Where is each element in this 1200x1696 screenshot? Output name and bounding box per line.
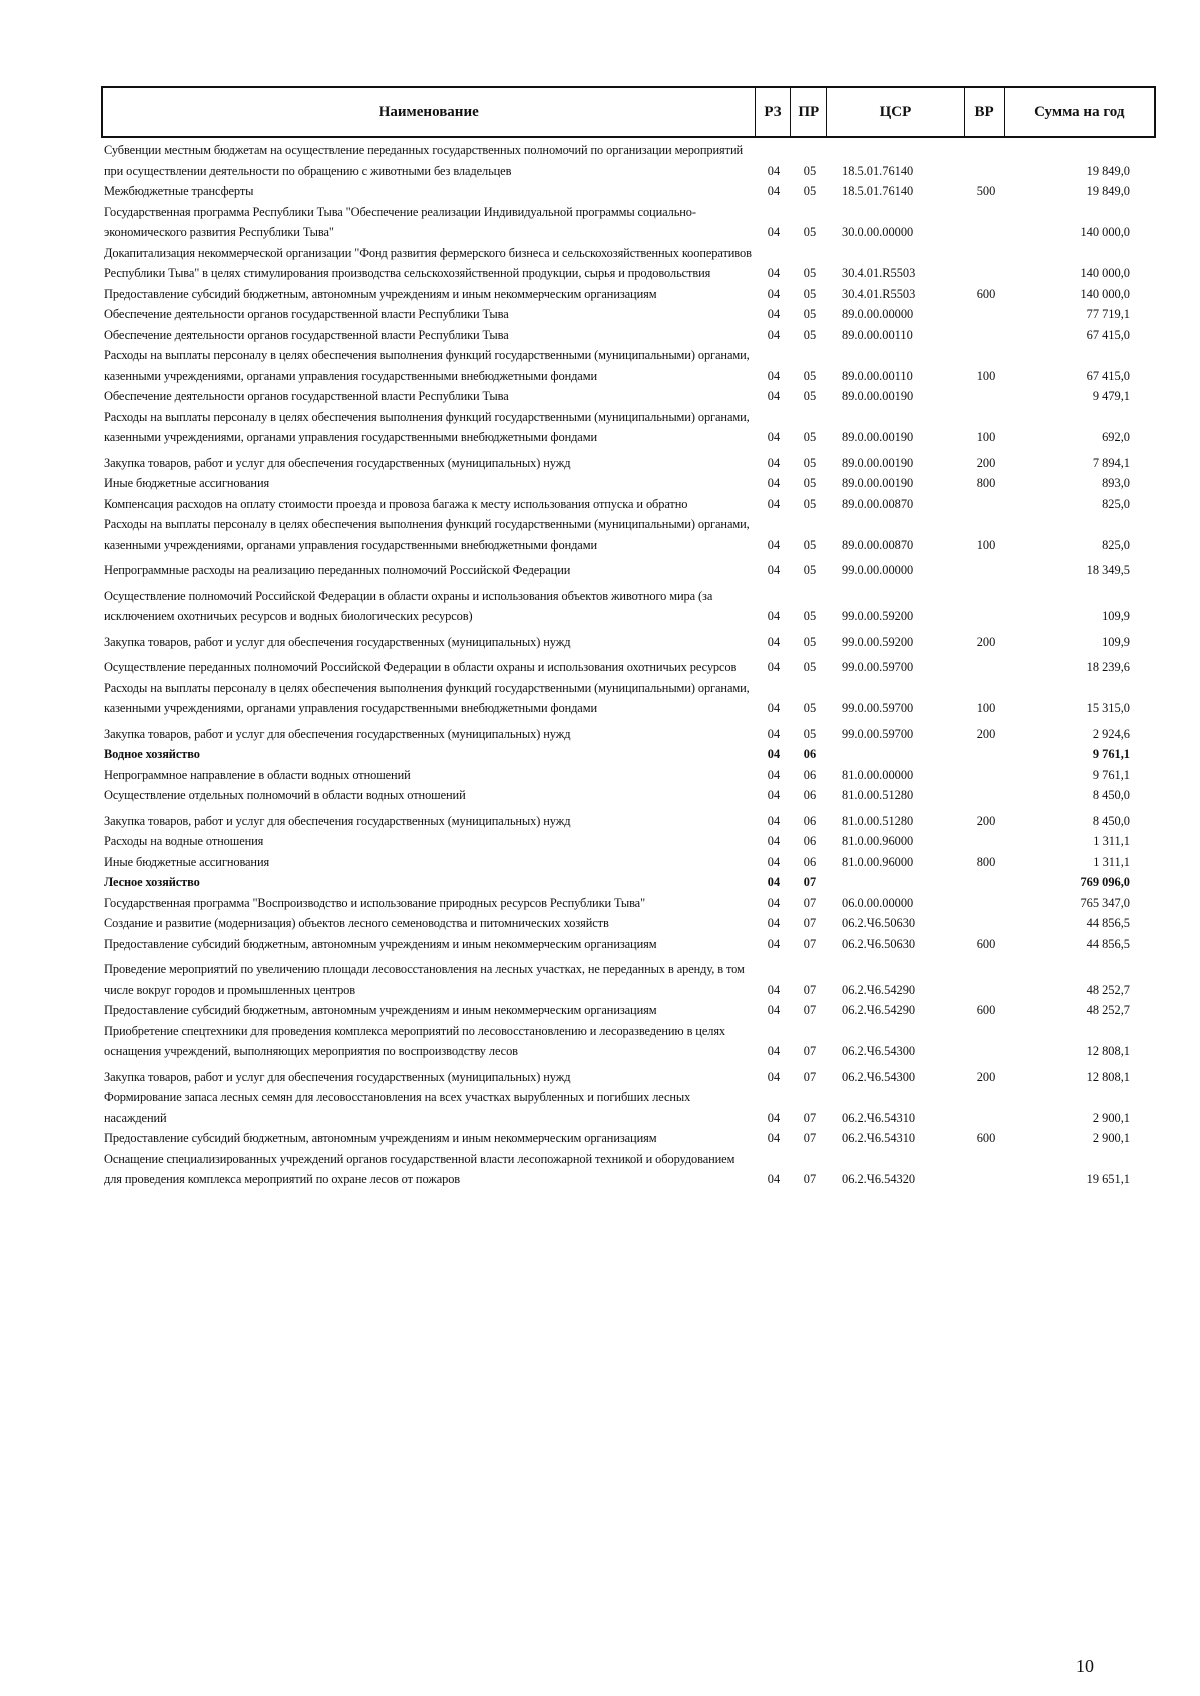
table-body xyxy=(101,140,1156,1190)
cell-pr: 05 xyxy=(803,660,817,674)
cell-rz: 04 xyxy=(767,1131,781,1145)
cell-pr: 06 xyxy=(803,767,817,782)
cell-sum: 2 924,6 xyxy=(1092,726,1130,741)
cell-pr: 07 xyxy=(803,916,817,930)
cell-name: Предоставление субсидий бюджетным, автономным учреждениям и иным некоммерческим организациям xyxy=(104,936,657,951)
cell-csr: 06.2.Ч6.54310 xyxy=(842,1110,916,1125)
cell-pr: 05 xyxy=(803,537,817,552)
table-row xyxy=(101,872,1156,893)
cell-pr: 05 xyxy=(803,701,817,715)
cell-rz: 04 xyxy=(767,184,781,198)
cell-name: Закупка товаров, работ и услуг для обеспечения государственных (муниципальных) нужд xyxy=(104,1069,571,1084)
cell-pr: 05 xyxy=(803,496,817,511)
table-row xyxy=(101,514,1156,555)
cell-rz: 04 xyxy=(767,225,781,239)
cell-csr: 81.0.00.00000 xyxy=(842,767,914,782)
table-row xyxy=(101,632,1156,653)
table-row xyxy=(101,724,1156,745)
cell-name: Докапитализация некоммерческой организации "Фонд развития фермерского бизнеса и сельскохозяйственных кооперативов Республики Тыва" в целях стимулирования производства сельскохозяйственной продукции, сырья и продовольствия xyxy=(104,245,752,280)
cell-vr: 100 xyxy=(976,701,996,715)
cell-csr: 99.0.00.59200 xyxy=(842,634,914,649)
cell-name: Осуществление полномочий Российской Федерации в области охраны и использования объектов животного мира (за исключением охотничьих ресурсов и водных биологических ресурсов) xyxy=(104,588,713,623)
table-row xyxy=(101,1087,1156,1128)
cell-name: Формирование запаса лесных семян для лесовосстановления на всех участках вырубленных и погибших лесных насаждений xyxy=(104,1090,691,1125)
cell-csr: 89.0.00.00190 xyxy=(842,476,914,490)
cell-sum: 769 096,0 xyxy=(1080,875,1130,889)
cell-rz: 04 xyxy=(767,1044,781,1058)
cell-csr: 99.0.00.59700 xyxy=(842,726,914,741)
cell-rz: 04 xyxy=(767,854,781,869)
cell-pr: 05 xyxy=(803,327,817,342)
cell-name: Обеспечение деятельности органов государственной власти Республики Тыва xyxy=(104,307,509,321)
cell-name: Непрограммные расходы на реализацию переданных полномочий Российской Федерации xyxy=(104,563,571,577)
cell-csr: 99.0.00.59700 xyxy=(842,660,914,674)
cell-rz: 04 xyxy=(767,327,781,342)
cell-vr: 200 xyxy=(976,726,996,741)
cell-name: Создание и развитие (модернизация) объектов лесного семеноводства и питомнических хозяйств xyxy=(104,916,609,930)
cell-name: Водное хозяйство xyxy=(104,747,200,761)
cell-vr: 100 xyxy=(976,430,996,444)
table-row xyxy=(101,1128,1156,1149)
table-row xyxy=(101,181,1156,202)
cell-pr: 05 xyxy=(803,307,817,321)
cell-name: Расходы на выплаты персоналу в целях обеспечения выполнения функций государственными (муниципальными) органами, казенными учреждениями, органами управления государственными внебюджетными фондами xyxy=(104,517,750,552)
cell-vr: 200 xyxy=(976,455,996,470)
cell-pr: 05 xyxy=(803,368,817,383)
cell-sum: 8 450,0 xyxy=(1092,788,1130,802)
cell-sum: 9 479,1 xyxy=(1092,389,1130,403)
cell-rz: 04 xyxy=(767,1069,781,1084)
table-row xyxy=(101,765,1156,786)
cell-name: Расходы на водные отношения xyxy=(104,834,264,848)
table-row xyxy=(101,934,1156,955)
cell-csr: 99.0.00.59200 xyxy=(842,609,914,623)
cell-pr: 07 xyxy=(803,1110,817,1125)
cell-sum: 7 894,1 xyxy=(1092,455,1130,470)
table-row xyxy=(101,325,1156,346)
header-vr: ВР xyxy=(965,88,1005,136)
cell-vr: 200 xyxy=(976,813,996,828)
cell-vr: 800 xyxy=(976,854,996,869)
cell-csr: 06.2.Ч6.54290 xyxy=(842,982,916,997)
cell-sum: 44 856,5 xyxy=(1086,916,1130,930)
cell-vr: 600 xyxy=(976,1131,996,1145)
table-row xyxy=(101,893,1156,914)
cell-sum: 765 347,0 xyxy=(1080,895,1130,910)
cell-rz: 04 xyxy=(767,982,781,997)
cell-sum: 18 239,6 xyxy=(1086,660,1130,674)
cell-sum: 1 311,1 xyxy=(1093,834,1130,848)
cell-pr: 06 xyxy=(803,747,817,761)
cell-csr: 89.0.00.00190 xyxy=(842,389,914,403)
cell-sum: 140 000,0 xyxy=(1080,266,1130,280)
cell-rz: 04 xyxy=(767,660,781,674)
page-number: 10 xyxy=(1076,1656,1094,1676)
cell-sum: 1 311,1 xyxy=(1093,854,1130,869)
cell-name: Расходы на выплаты персоналу в целях обеспечения выполнения функций государственными (муниципальными) органами, казенными учреждениями, органами управления государственными внебюджетными фондами xyxy=(104,409,750,444)
cell-pr: 05 xyxy=(803,609,817,623)
cell-name: Закупка товаров, работ и услуг для обеспечения государственных (муниципальных) нужд xyxy=(104,813,571,828)
cell-rz: 04 xyxy=(767,430,781,444)
cell-vr: 100 xyxy=(976,368,996,383)
cell-rz: 04 xyxy=(767,537,781,552)
table-row xyxy=(101,831,1156,852)
cell-rz: 04 xyxy=(767,1110,781,1125)
cell-rz: 04 xyxy=(767,1003,781,1017)
cell-csr: 06.2.Ч6.50630 xyxy=(842,916,916,930)
cell-pr: 05 xyxy=(803,634,817,649)
cell-name: Осуществление отдельных полномочий в области водных отношений xyxy=(104,788,466,802)
cell-sum: 825,0 xyxy=(1102,537,1130,552)
cell-sum: 109,9 xyxy=(1102,634,1130,649)
cell-csr: 89.0.00.00110 xyxy=(842,327,913,342)
cell-csr: 89.0.00.00870 xyxy=(842,496,914,511)
cell-csr: 81.0.00.96000 xyxy=(842,834,914,848)
cell-rz: 04 xyxy=(767,563,781,577)
table-row xyxy=(101,678,1156,719)
cell-name: Оснащение специализированных учреждений органов государственной власти лесопожарной техникой и оборудованием для проведения комплекса мероприятий по охране лесов от пожаров xyxy=(104,1151,735,1186)
cell-pr: 07 xyxy=(803,936,817,951)
cell-sum: 825,0 xyxy=(1102,496,1130,511)
cell-vr: 600 xyxy=(976,1003,996,1017)
table-row xyxy=(101,913,1156,934)
cell-rz: 04 xyxy=(767,496,781,511)
table-row xyxy=(101,140,1156,181)
cell-sum: 9 761,1 xyxy=(1092,747,1130,761)
cell-name: Иные бюджетные ассигнования xyxy=(104,476,270,490)
cell-sum: 15 315,0 xyxy=(1086,701,1130,715)
cell-csr: 89.0.00.00110 xyxy=(842,368,913,383)
cell-vr: 600 xyxy=(976,286,996,301)
cell-pr: 05 xyxy=(803,476,817,490)
cell-pr: 06 xyxy=(803,788,817,802)
cell-name: Закупка товаров, работ и услуг для обеспечения государственных (муниципальных) нужд xyxy=(104,726,571,741)
cell-sum: 140 000,0 xyxy=(1080,225,1130,239)
cell-rz: 04 xyxy=(767,266,781,280)
cell-name: Субвенции местным бюджетам на осуществление переданных государственных полномочий по организации мероприятий при осуществлении деятельности по обращению с животными без владельцев xyxy=(104,143,744,178)
cell-rz: 04 xyxy=(767,389,781,403)
cell-csr: 30.4.01.R5503 xyxy=(842,286,916,301)
cell-csr: 81.0.00.51280 xyxy=(842,788,914,802)
cell-sum: 48 252,7 xyxy=(1086,1003,1130,1017)
cell-rz: 04 xyxy=(767,476,781,490)
cell-pr: 05 xyxy=(803,163,817,178)
cell-rz: 04 xyxy=(767,726,781,741)
header-rz: РЗ xyxy=(756,88,792,136)
cell-rz: 04 xyxy=(767,1172,781,1186)
cell-rz: 04 xyxy=(767,834,781,848)
cell-pr: 07 xyxy=(803,875,817,889)
cell-pr: 07 xyxy=(803,982,817,997)
cell-csr: 89.0.00.00190 xyxy=(842,455,914,470)
cell-csr: 18.5.01.76140 xyxy=(842,163,914,178)
cell-vr: 500 xyxy=(976,184,996,198)
cell-pr: 05 xyxy=(803,225,817,239)
table-row xyxy=(101,1021,1156,1062)
cell-pr: 06 xyxy=(803,854,817,869)
cell-rz: 04 xyxy=(767,767,781,782)
cell-csr: 06.0.00.00000 xyxy=(842,895,914,910)
cell-sum: 44 856,5 xyxy=(1086,936,1130,951)
cell-rz: 04 xyxy=(767,634,781,649)
cell-name: Обеспечение деятельности органов государственной власти Республики Тыва xyxy=(104,327,509,342)
cell-rz: 04 xyxy=(767,916,781,930)
table-row xyxy=(101,345,1156,386)
cell-pr: 05 xyxy=(803,726,817,741)
table-row xyxy=(101,407,1156,448)
cell-sum: 692,0 xyxy=(1102,430,1130,444)
table-row xyxy=(101,586,1156,627)
cell-pr: 05 xyxy=(803,430,817,444)
table-row xyxy=(101,386,1156,407)
table-row xyxy=(101,744,1156,765)
cell-csr: 81.0.00.51280 xyxy=(842,813,914,828)
cell-sum: 19 849,0 xyxy=(1086,184,1130,198)
cell-sum: 140 000,0 xyxy=(1080,286,1130,301)
table-row xyxy=(101,202,1156,243)
cell-name: Межбюджетные трансферты xyxy=(104,184,254,198)
cell-rz: 04 xyxy=(767,455,781,470)
cell-sum: 67 415,0 xyxy=(1086,368,1130,383)
cell-name: Государственная программа "Воспроизводство и использование природных ресурсов Республики Тыва" xyxy=(104,895,646,910)
cell-csr: 06.2.Ч6.54300 xyxy=(842,1069,916,1084)
header-name: Наименование xyxy=(103,88,756,136)
header-pr: ПР xyxy=(791,88,827,136)
cell-rz: 04 xyxy=(767,895,781,910)
cell-pr: 05 xyxy=(803,286,817,301)
table-row xyxy=(101,243,1156,284)
cell-sum: 67 415,0 xyxy=(1086,327,1130,342)
cell-pr: 05 xyxy=(803,266,817,280)
cell-csr: 06.2.Ч6.54300 xyxy=(842,1044,916,1058)
table-row xyxy=(101,959,1156,1000)
cell-vr: 200 xyxy=(976,1069,996,1084)
cell-pr: 05 xyxy=(803,389,817,403)
cell-name: Обеспечение деятельности органов государственной власти Республики Тыва xyxy=(104,389,509,403)
cell-csr: 18.5.01.76140 xyxy=(842,184,914,198)
table-row xyxy=(101,304,1156,325)
table-row xyxy=(101,852,1156,873)
cell-sum: 9 761,1 xyxy=(1092,767,1130,782)
table-row xyxy=(101,560,1156,581)
cell-sum: 2 900,1 xyxy=(1092,1110,1130,1125)
cell-csr: 06.2.Ч6.54310 xyxy=(842,1131,916,1145)
cell-name: Закупка товаров, работ и услуг для обеспечения государственных (муниципальных) нужд xyxy=(104,634,571,649)
cell-rz: 04 xyxy=(767,875,781,889)
table-row xyxy=(101,1000,1156,1021)
cell-name: Предоставление субсидий бюджетным, автономным учреждениям и иным некоммерческим организациям xyxy=(104,1003,657,1017)
cell-rz: 04 xyxy=(767,936,781,951)
cell-name: Государственная программа Республики Тыва "Обеспечение реализации Индивидуальной программы социально-экономического развития Республики Тыва" xyxy=(104,204,696,239)
cell-name: Проведение мероприятий по увеличению площади лесовосстановления на лесных участках, не переданных в аренду, в том числе вокруг городов и промышленных центров xyxy=(104,962,745,997)
cell-rz: 04 xyxy=(767,747,781,761)
table-row xyxy=(101,1149,1156,1190)
cell-pr: 05 xyxy=(803,455,817,470)
cell-pr: 07 xyxy=(803,895,817,910)
cell-csr: 30.4.01.R5503 xyxy=(842,266,916,280)
cell-csr: 89.0.00.00190 xyxy=(842,430,914,444)
cell-rz: 04 xyxy=(767,368,781,383)
cell-csr: 06.2.Ч6.50630 xyxy=(842,936,916,951)
header-sum: Сумма на год xyxy=(1034,103,1125,120)
cell-rz: 04 xyxy=(767,307,781,321)
table-row xyxy=(101,473,1156,494)
header-csr: ЦСР xyxy=(827,88,964,136)
table-row xyxy=(101,284,1156,305)
cell-name: Иные бюджетные ассигнования xyxy=(104,854,270,869)
cell-name: Расходы на выплаты персоналу в целях обеспечения выполнения функций государственными (муниципальными) органами, казенными учреждениями, органами управления государственными внебюджетными фондами xyxy=(104,680,750,715)
cell-pr: 05 xyxy=(803,184,817,198)
cell-csr: 30.0.00.00000 xyxy=(842,225,914,239)
cell-name: Приобретение спецтехники для проведения комплекса мероприятий по лесовосстановлению и лесоразведению в целях оснащения учреждений, выполняющих мероприятия по воспроизводству лесов xyxy=(104,1023,726,1058)
cell-csr: 99.0.00.59700 xyxy=(842,701,914,715)
cell-sum: 48 252,7 xyxy=(1086,982,1130,997)
cell-csr: 89.0.00.00870 xyxy=(842,537,914,552)
cell-sum: 19 651,1 xyxy=(1086,1172,1130,1186)
cell-sum: 2 900,1 xyxy=(1092,1131,1130,1145)
cell-vr: 100 xyxy=(976,537,996,552)
cell-vr: 200 xyxy=(976,634,996,649)
cell-name: Предоставление субсидий бюджетным, автономным учреждениям и иным некоммерческим организациям xyxy=(104,286,657,301)
cell-sum: 77 719,1 xyxy=(1086,307,1130,321)
table-row xyxy=(101,453,1156,474)
cell-pr: 07 xyxy=(803,1069,817,1084)
cell-rz: 04 xyxy=(767,813,781,828)
cell-name: Осуществление переданных полномочий Российской Федерации в области охраны и использования охотничьих ресурсов xyxy=(104,660,737,674)
cell-sum: 12 808,1 xyxy=(1086,1044,1130,1058)
cell-csr: 81.0.00.96000 xyxy=(842,854,914,869)
cell-sum: 19 849,0 xyxy=(1086,163,1130,178)
cell-name: Лесное хозяйство xyxy=(104,875,200,889)
cell-pr: 07 xyxy=(803,1003,817,1017)
cell-csr: 06.2.Ч6.54320 xyxy=(842,1172,916,1186)
cell-pr: 06 xyxy=(803,834,817,848)
cell-pr: 05 xyxy=(803,563,817,577)
cell-rz: 04 xyxy=(767,286,781,301)
table-row xyxy=(101,1067,1156,1088)
cell-sum: 893,0 xyxy=(1102,476,1130,490)
cell-sum: 109,9 xyxy=(1102,609,1130,623)
cell-csr: 99.0.00.00000 xyxy=(842,563,914,577)
cell-rz: 04 xyxy=(767,163,781,178)
cell-pr: 07 xyxy=(803,1131,817,1145)
cell-pr: 07 xyxy=(803,1172,817,1186)
table-header xyxy=(101,86,1156,138)
cell-name: Компенсация расходов на оплату стоимости проезда и провоза багажа к месту использования отпуска и обратно xyxy=(104,496,688,511)
cell-vr: 600 xyxy=(976,936,996,951)
cell-name: Расходы на выплаты персоналу в целях обеспечения выполнения функций государственными (муниципальными) органами, казенными учреждениями, органами управления государственными внебюджетными фондами xyxy=(104,348,750,383)
cell-sum: 18 349,5 xyxy=(1086,563,1130,577)
table-row xyxy=(101,657,1156,678)
cell-rz: 04 xyxy=(767,609,781,623)
cell-csr: 89.0.00.00000 xyxy=(842,307,914,321)
cell-name: Закупка товаров, работ и услуг для обеспечения государственных (муниципальных) нужд xyxy=(104,455,571,470)
cell-vr: 800 xyxy=(976,476,996,490)
table-row xyxy=(101,494,1156,515)
cell-sum: 12 808,1 xyxy=(1086,1069,1130,1084)
cell-name: Непрограммное направление в области водных отношений xyxy=(104,767,411,782)
table-row xyxy=(101,785,1156,806)
cell-rz: 04 xyxy=(767,701,781,715)
cell-sum: 8 450,0 xyxy=(1092,813,1130,828)
cell-csr: 06.2.Ч6.54290 xyxy=(842,1003,916,1017)
cell-pr: 06 xyxy=(803,813,817,828)
cell-pr: 07 xyxy=(803,1044,817,1058)
table-row xyxy=(101,811,1156,832)
cell-rz: 04 xyxy=(767,788,781,802)
cell-name: Предоставление субсидий бюджетным, автономным учреждениям и иным некоммерческим организациям xyxy=(104,1131,657,1145)
